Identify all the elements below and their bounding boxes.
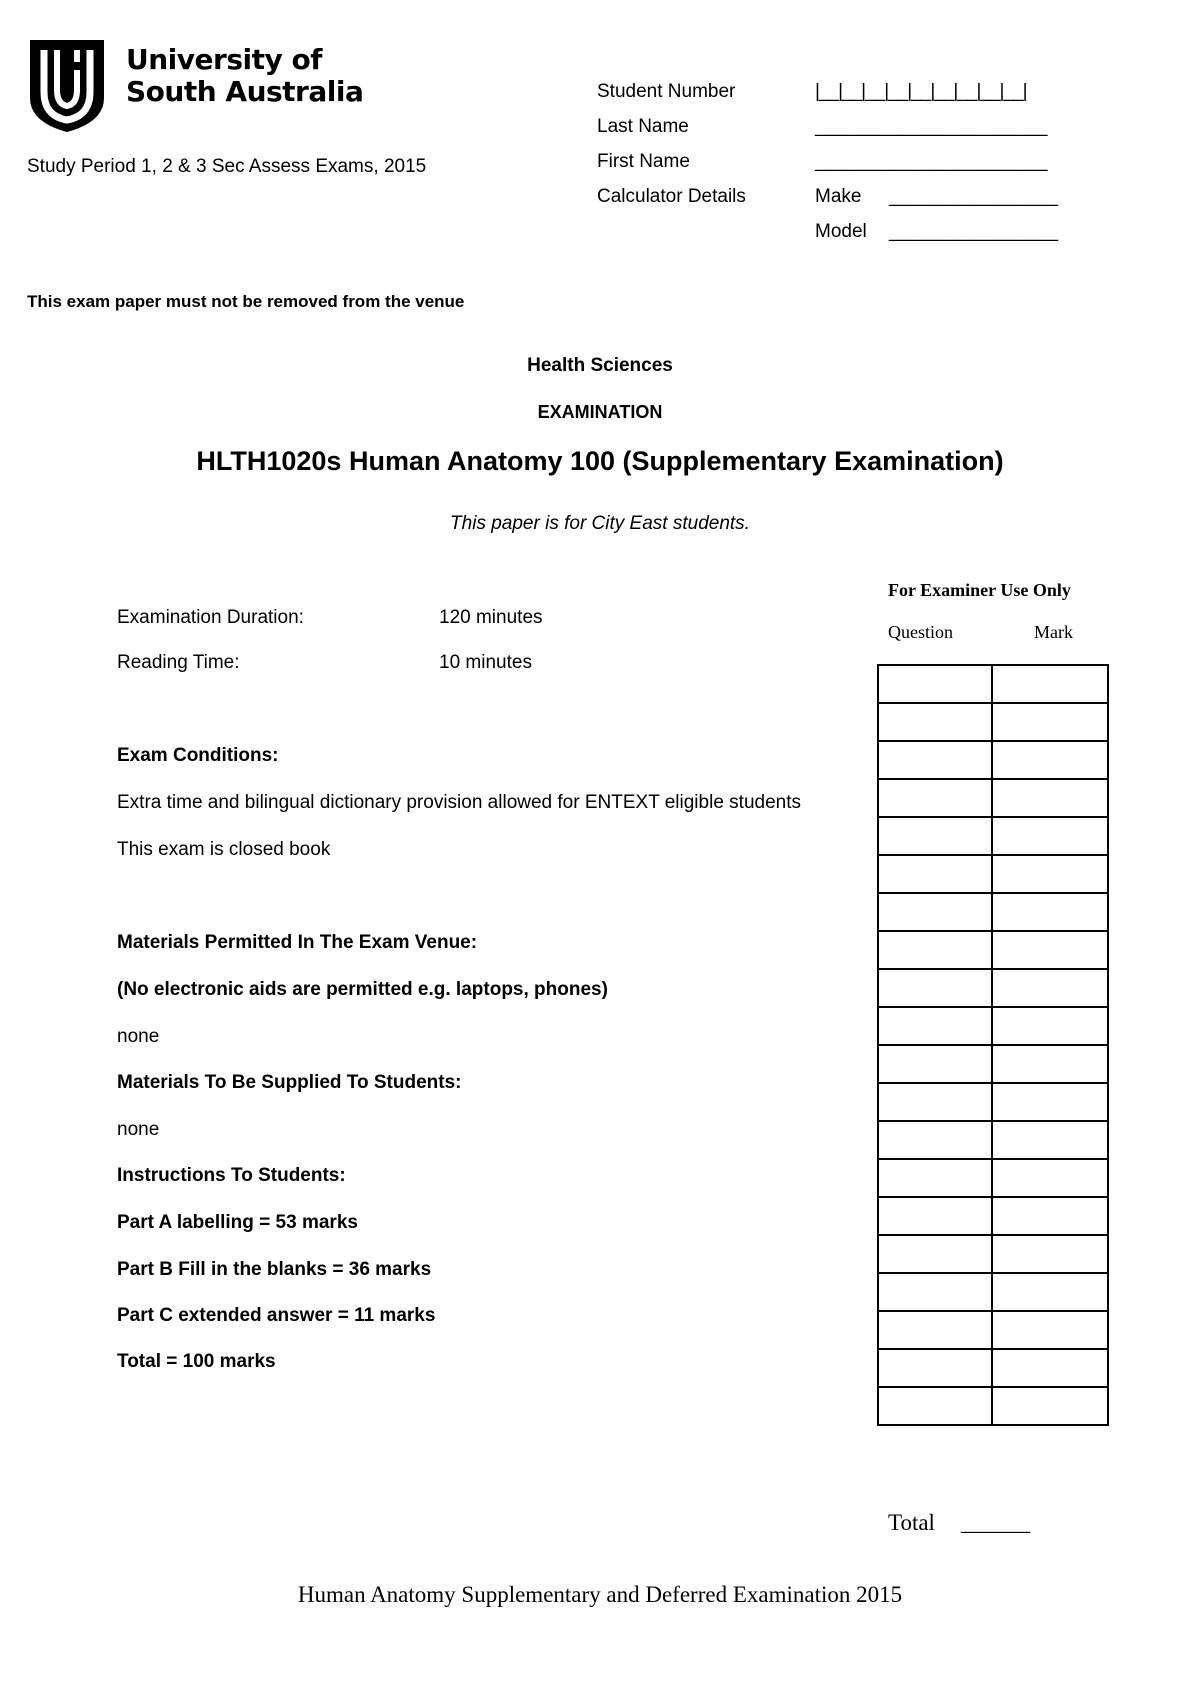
instruction-line: Part B Fill in the blanks = 36 marks [117, 1259, 432, 1280]
university-logo-icon [30, 40, 104, 132]
total-label: Total [888, 1510, 935, 1535]
mark-cell[interactable] [992, 1197, 1108, 1235]
question-cell[interactable] [878, 1387, 992, 1425]
reading-time-value: 10 minutes [439, 652, 532, 673]
question-column-header: Question [888, 622, 953, 642]
calculator-details-label: Calculator Details [597, 186, 746, 207]
question-cell[interactable] [878, 665, 992, 703]
marks-table-row [878, 1045, 1108, 1083]
first-name-label: First Name [597, 151, 690, 172]
marks-table-row [878, 665, 1108, 703]
study-period: Study Period 1, 2 & 3 Sec Assess Exams, 2015 [27, 156, 427, 177]
mark-cell[interactable] [992, 1349, 1108, 1387]
marks-table-row [878, 741, 1108, 779]
last-name-label: Last Name [597, 116, 689, 137]
exam-condition-line: Extra time and bilingual dictionary provision allowed for ENTEXT eligible students [117, 792, 801, 813]
university-name-line2: South Australia [126, 75, 364, 108]
question-cell[interactable] [878, 1349, 992, 1387]
materials-permitted-value: none [117, 1026, 160, 1047]
marks-table-row [878, 1007, 1108, 1045]
materials-supplied-value: none [117, 1119, 160, 1140]
examiner-marks-table [877, 664, 1109, 1426]
mark-cell[interactable] [992, 1045, 1108, 1083]
question-cell[interactable] [878, 1083, 992, 1121]
marks-table-row [878, 1159, 1108, 1197]
course-title: HLTH1020s Human Anatomy 100 (Supplementary Examination) [196, 446, 1004, 476]
page-footer: Human Anatomy Supplementary and Deferred Examination 2015 [297, 1582, 903, 1607]
mark-cell[interactable] [992, 855, 1108, 893]
mark-cell[interactable] [992, 779, 1108, 817]
question-cell[interactable] [878, 1311, 992, 1349]
question-cell[interactable] [878, 817, 992, 855]
mark-cell[interactable] [992, 741, 1108, 779]
question-cell[interactable] [878, 855, 992, 893]
marks-table-row [878, 1121, 1108, 1159]
question-cell[interactable] [878, 893, 992, 931]
mark-cell[interactable] [992, 1159, 1108, 1197]
marks-table-row [878, 1083, 1108, 1121]
calculator-model-field[interactable]: ________________ [889, 221, 1059, 242]
mark-cell[interactable] [992, 665, 1108, 703]
question-cell[interactable] [878, 703, 992, 741]
examination-label: EXAMINATION [537, 402, 663, 422]
first-name-field[interactable]: ______________________ [815, 151, 1048, 172]
calculator-model-label: Model [815, 221, 867, 242]
mark-cell[interactable] [992, 1083, 1108, 1121]
question-cell[interactable] [878, 1197, 992, 1235]
exam-condition-line: This exam is closed book [117, 839, 331, 860]
calculator-make-field[interactable]: ________________ [889, 186, 1059, 207]
last-name-field[interactable]: ______________________ [815, 116, 1048, 137]
question-cell[interactable] [878, 1235, 992, 1273]
exam-conditions-heading: Exam Conditions: [117, 745, 279, 766]
calculator-make-label: Make [815, 186, 862, 207]
instruction-line: Total = 100 marks [117, 1351, 276, 1372]
marks-table-row [878, 1235, 1108, 1273]
mark-cell[interactable] [992, 1121, 1108, 1159]
marks-table-row [878, 1197, 1108, 1235]
marks-table-row [878, 893, 1108, 931]
mark-cell[interactable] [992, 1007, 1108, 1045]
marks-table-row [878, 969, 1108, 1007]
university-name-line1: University of [126, 43, 322, 76]
instruction-line: Part C extended answer = 11 marks [117, 1305, 436, 1326]
examiner-use-heading: For Examiner Use Only [888, 580, 1071, 600]
marks-table-row [878, 1349, 1108, 1387]
question-cell[interactable] [878, 1045, 992, 1083]
question-cell[interactable] [878, 1273, 992, 1311]
marks-table-row [878, 1387, 1108, 1425]
instruction-line: Part A labelling = 53 marks [117, 1212, 358, 1233]
instructions-heading: Instructions To Students: [117, 1165, 346, 1186]
duration-label: Examination Duration: [117, 607, 304, 628]
mark-cell[interactable] [992, 893, 1108, 931]
materials-supplied-heading: Materials To Be Supplied To Students: [117, 1072, 462, 1093]
materials-permitted-heading: Materials Permitted In The Exam Venue: [117, 932, 478, 953]
marks-table-row [878, 779, 1108, 817]
marks-table-row [878, 703, 1108, 741]
mark-cell[interactable] [992, 1387, 1108, 1425]
marks-table-row [878, 855, 1108, 893]
mark-cell[interactable] [992, 1273, 1108, 1311]
mark-column-header: Mark [1034, 622, 1073, 642]
mark-cell[interactable] [992, 1311, 1108, 1349]
department-heading: Health Sciences [527, 355, 673, 376]
question-cell[interactable] [878, 931, 992, 969]
student-number-label: Student Number [597, 81, 736, 102]
mark-cell[interactable] [992, 931, 1108, 969]
question-cell[interactable] [878, 779, 992, 817]
mark-cell[interactable] [992, 817, 1108, 855]
marks-table-row [878, 931, 1108, 969]
marks-table-row [878, 1273, 1108, 1311]
student-number-boxes[interactable]: |__|__|__|__|__|__|__|__|__| [815, 81, 1027, 102]
total-field[interactable]: ______ [961, 1510, 1030, 1535]
question-cell[interactable] [878, 1159, 992, 1197]
mark-cell[interactable] [992, 1235, 1108, 1273]
mark-cell[interactable] [992, 703, 1108, 741]
university-name [126, 44, 363, 108]
materials-permitted-subheading: (No electronic aids are permitted e.g. laptops, phones) [117, 979, 608, 1000]
mark-cell[interactable] [992, 969, 1108, 1007]
question-cell[interactable] [878, 741, 992, 779]
venue-warning: This exam paper must not be removed from the venue [27, 292, 465, 311]
marks-table-row [878, 817, 1108, 855]
question-cell[interactable] [878, 1121, 992, 1159]
duration-value: 120 minutes [439, 607, 543, 628]
question-cell[interactable] [878, 969, 992, 1007]
question-cell[interactable] [878, 1007, 992, 1045]
marks-table-row [878, 1311, 1108, 1349]
campus-note: This paper is for City East students. [450, 513, 750, 534]
reading-time-label: Reading Time: [117, 652, 240, 673]
